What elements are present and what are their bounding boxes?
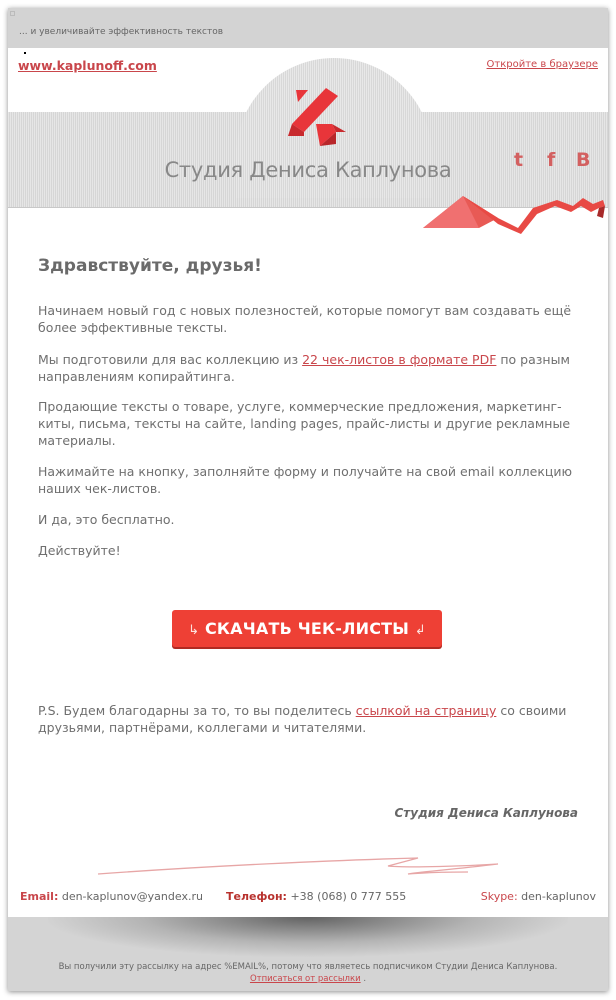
paragraph-free: И да, это бесплатно. <box>38 512 175 527</box>
paragraph-instructions: Нажимайте на кнопку, заполняйте форму и получайте на свой email коллекцию наших чек-листов. <box>38 464 573 496</box>
twitter-icon[interactable]: t <box>514 149 524 171</box>
signature-scribble-decoration <box>88 848 528 888</box>
checklists-link[interactable]: 22 чек-листов в формате PDF <box>302 352 497 367</box>
tracking-pixel <box>24 52 26 54</box>
button-label: СКАЧАТЬ ЧЕК-ЛИСТЫ <box>204 619 410 638</box>
paragraph-ps <box>38 702 578 736</box>
facebook-icon[interactable]: f <box>547 149 556 171</box>
open-in-browser-link[interactable]: Откройте в браузере <box>486 59 598 70</box>
email-value[interactable]: den-kaplunov@yandex.ru <box>58 890 203 903</box>
greeting-heading: Здравствуйте, друзья! <box>38 256 262 276</box>
download-checklists-button[interactable] <box>172 610 442 647</box>
studio-logo-icon <box>286 88 350 148</box>
contact-email <box>20 890 203 903</box>
skype-value: den-kaplunov <box>517 890 596 903</box>
subscription-notice: Вы получили эту рассылку на адрес %EMAIL%, потому что являетесь подписчиком Студии Дениса Каплунова. <box>58 962 558 972</box>
paragraph-text: по разным направлениям копирайтинга. <box>38 352 570 384</box>
paragraph-text: P.S. Будем благодарны за то, то вы поделитесь <box>38 703 356 718</box>
unsubscribe-line <box>8 973 608 985</box>
paragraph-text: Мы подготовили для вас коллекцию из <box>38 352 303 367</box>
arrow-return-icon: ↲ <box>414 623 426 638</box>
vkontakte-icon[interactable]: B <box>576 149 591 171</box>
skype-label: Skype: <box>480 890 518 903</box>
unsubscribe-link[interactable]: Отписаться от рассылки <box>249 974 361 984</box>
studio-title: Студия Дениса Каплунова <box>164 158 452 182</box>
site-link[interactable]: www.kaplunoff.com <box>18 58 157 73</box>
preheader-text: ... и увеличивайте эффективность текстов <box>19 27 224 37</box>
footer-notice <box>8 961 608 985</box>
phone-label: Телефон: <box>226 890 287 903</box>
broken-image-icon <box>10 11 15 16</box>
red-ribbon-decoration <box>423 178 608 238</box>
paragraph-intro: Начинаем новый год с новых полезностей, которые помогут вам создавать ещё более эффективные тексты. <box>38 303 572 335</box>
trailing-dot: . <box>360 974 367 984</box>
email-card <box>8 48 608 917</box>
preheader <box>8 8 608 48</box>
contact-phone <box>226 890 406 903</box>
share-page-link[interactable]: ссылкой на страницу <box>355 703 497 718</box>
card-shadow-decoration <box>48 917 568 957</box>
signature: Студия Дениса Каплунова <box>394 806 578 820</box>
paragraph-text: со своими друзьями, партнёрами, коллегами и читателями. <box>38 703 567 735</box>
email-frame <box>8 8 608 991</box>
contact-skype <box>481 890 596 903</box>
paragraph-action: Действуйте! <box>38 543 121 558</box>
arrow-down-right-icon: ↳ <box>188 623 200 638</box>
phone-value: +38 (068) 0 777 555 <box>286 890 407 903</box>
paragraph-collection <box>38 351 578 385</box>
email-label: Email: <box>20 890 59 903</box>
paragraph-materials: Продающие тексты о товаре, услуге, коммерческие предложения, маркетинг-киты, письма, тексты на сайте, landing pages, прайс-листы и другие рекламные материалы. <box>38 399 571 448</box>
